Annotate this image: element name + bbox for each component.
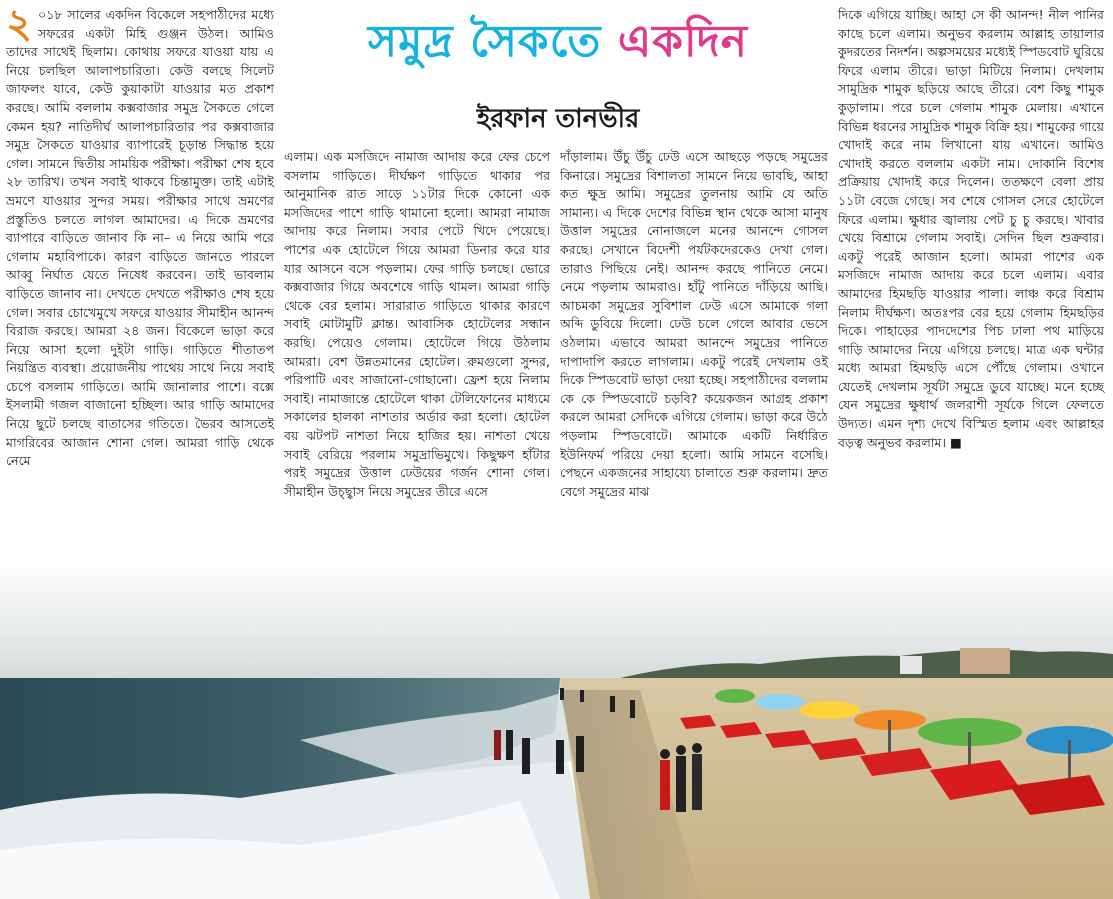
beach-photo [0, 560, 1113, 899]
title-part-1: সমুদ্র সৈকতে [368, 16, 602, 67]
author-byline: ইরফান তানভীর [476, 104, 640, 134]
drop-cap: ২ [6, 0, 33, 47]
column-3 [560, 148, 828, 501]
title-part-2: একদিন [617, 16, 748, 67]
column-3-text: দাঁড়ালাম। উঁচু উঁচু ঢেউ এসে আছড়ে পড়ছে সমুদ্রের কিনারে। সমুদ্রের বিশালতা সামনে নিয়ে ভাবছি, আহা কত ক্ষুদ্র আমি। সমুদ্রের তুলনায় আমি যে অতি সামান্য। এ দিকে দেশের বিভিন্ন স্থান থেকে আসা মানুষ উত্তাল সমুদ্রের নোনাজলে মনের আনন্দে গোসল করছে। সেখানে বিদেশী পর্যটকদেরকেও দেখা গেল। তারাও পিছিয়ে নেই। আনন্দ করছে পানিতে নেমে। নেমে পড়লাম আমরাও। হাঁটু পানিতে দাঁড়িয়ে আছি। আচমকা সমুদ্রের সুবিশাল ঢেউ এসে আমাকে গলা অব্দি ডুবিয়ে দিলো। ঢেউ চলে গেলে আবার ভেসে ওঠলাম। এভাবে আমরা আনন্দে সমুদ্রের পানিতে দাপাদাপি করতে লাগলাম। একটু পরেই দেখলাম ওই দিকে স্পিডবোট ভাড়া দেয়া হচ্ছে। সহপাঠীদের বললাম কে কে স্পিডবোটে চড়বি? কয়েকজন আগ্রহ প্রকাশ করলে আমরা সেদিকে এগিয়ে গেলাম। ভাড়া করে উঠে পড়লাম স্পিডবোটে। আমাকে একটি নির্ধারিত ইউনিফর্ম পরিয়ে দেয়া হলো। আমি সামনে বসেছি। পেছনে একজনের সাহায্যে চালাতে শুরু করলাম। দ্রুত বেগে সমুদ্রের মাঝ [560, 149, 828, 499]
column-1 [6, 0, 274, 471]
column-4 [838, 6, 1104, 452]
article-title [288, 14, 828, 70]
beach-illustration [0, 560, 1113, 899]
column-4-text: দিকে এগিয়ে যাচ্ছি। আহা সে কী আনন্দ! নীল পানির কাছে চলে এলাম। অনুভব করলাম আল্লাহ তায়ালার কুদরতের নিদর্শন। অল্পসময়ের মধ্যেই স্পিডবোট ঘুরিয়ে ফিরে এলাম তীরে। ভাড়া মিটিয়ে নিলাম। দেখলাম সামুদ্রিক শামুক ছড়িয়ে আছে তীরে। বেশ কিছু শামুক কুড়ালাম। পরে চলে গেলাম শামুক মেলায়। এখানে বিভিন্ন ধরনের সামুদ্রিক শামুক বিক্রি হয়। শামুকের গায়ে খোদাই করে নাম লিখানো যায় এখানে। আমিও খোদাই করতে বললাম একটা নাম। দোকানি বিশেষ প্রক্রিয়ায় খোদাই করে দিলেন। ততক্ষণে বেলা প্রায় ১১টা বেজে গেছে। সব শেষে গোসল সেরে হোটেলে ফিরে এলাম। ক্ষুধার জ্বালায় পেট চু চু করছে। খাবার খেয়ে বিশ্রামে গেলাম সবাই। সেদিন ছিল শুক্রবার। একটু পরেই আজান হলো। আমরা পাশের এক মসজিদে নামাজ আদায় করে চলে এলাম। এবার আমাদের হিমছড়ি যাওয়ার পালা। লাঞ্চ করে বিশ্রাম নিলাম দীর্ঘক্ষণ। অতঃপর বের হয়ে গেলাম হিমছড়ির দিকে। পাহাড়ের পাদদেশের পিচ ঢালা পথ মাড়িয়ে গাড়ি আমাদের নিয়ে এগিয়ে চলছে। মাত্র এক ঘন্টার মধ্যে আমরা হিমছড়ি এসে পৌঁছে গেলাম। ওখানে যেতেই দেখলাম সূর্যটা সমুদ্রে ডুবে যাচ্ছে। মনে হচ্ছে যেন সমুদ্রের ক্ষুধার্থ জলরাশী সূর্যকে গিলে ফেলতে উদ্যত। এমন দৃশ্য দেখে বিস্মিত হলাম এবং আল্লাহর বড়ত্ব অনুভব করলাম। ■ [838, 7, 1104, 450]
column-2 [284, 148, 550, 501]
column-2-text: এলাম। এক মসজিদে নামাজ আদায় করে ফের চেপে বসলাম গাড়িতে। দীর্ঘক্ষণ গাড়িতে থাকার পর আনুমানিক রাত সাড়ে ১১টার দিকে কোনো এক মসজিদের পাশে গাড়ি থামানো হলো। আমরা নামাজ আদায় করে নিলাম। সবার পেটে খিদে পেয়েছে। পাশের এক হোটেলে গিয়ে আমরা ডিনার করে যার যার আসনে বসে পড়লাম। ফের গাড়ি চলছে। ভোরে কক্সবাজার গিয়ে অবশেষে গাড়ি থামল। আমরা গাড়ি থেকে বের হলাম। সারারাত গাড়িতে থাকার কারণে সবাই মোটামুটি ক্লান্ত। আবাসিক হোটেলের সন্ধান করছি। পেয়েও গেলাম। হোটেলে গিয়ে উঠলাম আমরা। বেশ উন্নতমানের হোটেল। রুমগুলো সুন্দর, পরিপাটি এবং সাজানো-গোছানো। ফ্রেশ হয়ে নিলাম সবাই। নামাজান্তে হোটেলে থাকা টেলিফোনের মাধ্যমে সকালের হালকা নাশতার অর্ডার করা হলো। হোটেল বয় ঝটপট নাশতা নিয়ে হাজির হয়। নাশতা খেয়ে সবাই বেরিয়ে পরলাম সমুদ্রাভিমুখে। কিছুক্ষণ হাঁটার পরই সমুদ্রের উত্তাল ঢেউয়ের গর্জন শোনা গেল। সীমাহীন উচ্ছ্বাস নিয়ে সমুদ্রের তীরে এসে [284, 149, 550, 499]
column-1-text: ০১৮ সালের একদিন বিকেলে সহপাঠীদের মধ্যে সফরের একটা মিহি গুঞ্জন উঠল। আমিও তাদের সাথেই ছিলাম। কোথায় সফরে যাওয়া যায় এ নিয়ে চলছিল আলাপচারিতা। কেউ বলছে সিলেট জাফলং যাবে, কেউ কুয়াকাটা যাওয়ার মত প্রকাশ করছে। আমি বললাম কক্সবাজার সমুদ্র সৈকতে গেলে কেমন হয়? নাতিদীর্ঘ আলাপচারিতার পর কক্সবাজার সমুদ্র সৈকতে যাওয়ার ব্যাপারেই চূড়ান্ত সিদ্ধান্ত হয়ে গেল। সামনে দ্বিতীয় সাময়িক পরীক্ষা। পরীক্ষা শেষ হবে ২৮ তারিখ। তখন সবাই থাকবে চিন্তামুক্ত। তাই এটাই ভ্রমণে যাওয়ার সুন্দর সময়। পরীক্ষার সাথে ভ্রমণের প্রস্তুতিও চলতে লাগল আমাদের। এ দিকে ভ্রমণের ব্যাপারে বাড়িতে জানাব কি না– এ নিয়ে আমি পরে গেলাম মহাবিপাকে। কারণ বাড়িতে জানতে পারলে আব্বু নির্ঘাত যেতে নিষেধ করবেন। তাই ভাবলাম বাড়িতে জানাব না। দেখতে দেখতে পরীক্ষাও শেষ হয়ে গেল। সবার চোখেমুখে সফরে যাওয়ার সীমাহীন আনন্দ বিরাজ করছে। আমরা ২৪ জন। বিকেলে ভাড়া করে নিয়ে আসা হলো দুইটা গাড়ি। গাড়িতে শীতাতপ নিয়ন্ত্রিত ব্যবস্থা। প্রয়োজনীয় পাথেয় সাথে নিয়ে সবাই চেপে বসলাম গাড়িতে। আমি জানালার পাশে। বক্সে ইসলামী গজল বাজানো হচ্ছিল। আর গাড়ি আমাদের নিয়ে ছুটে চলছে বাতাসের গতিতে। ভৈরব আসতেই মাগরিবের আজান শোনা গেল। আমরা গাড়ি থেকে নেমে [6, 7, 274, 469]
